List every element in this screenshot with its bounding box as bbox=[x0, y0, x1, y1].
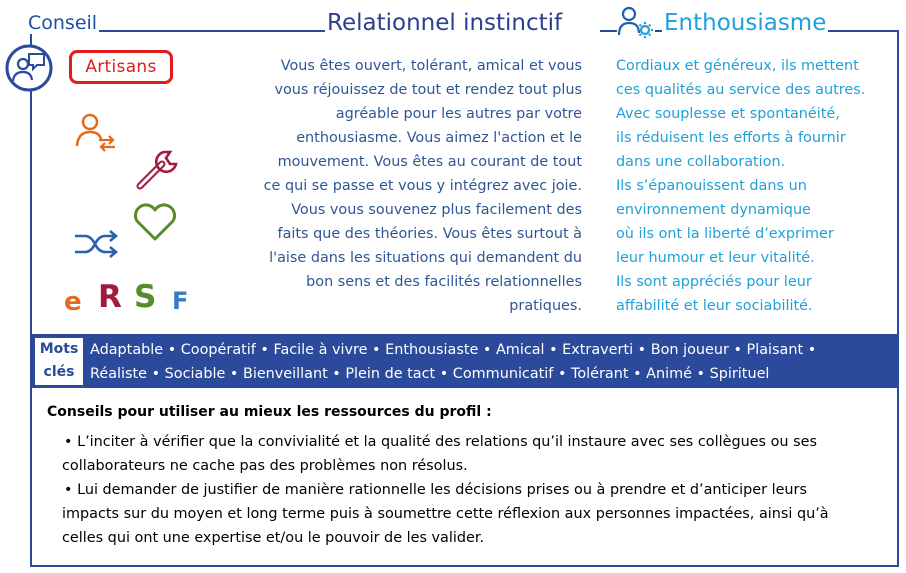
description-line: bon sens et des facilités relationnelles bbox=[306, 274, 582, 290]
advice-title: Conseils pour utiliser au mieux les ressources du profil : bbox=[47, 404, 492, 420]
enthusiasm-line: leur humour et leur vitalité. bbox=[616, 250, 815, 266]
shuffle-icon bbox=[73, 228, 121, 264]
advice-list bbox=[64, 430, 894, 550]
description-line: l'aise dans les situations qui demandent du bbox=[269, 250, 582, 266]
trait-title: Enthousiasme bbox=[664, 10, 827, 36]
advice-line: • L’inciter à vérifier que la convivialité et la qualité des relations qu’il instaure avec ses collègues ou ses bbox=[64, 434, 817, 450]
type-badge: Artisans bbox=[69, 50, 173, 84]
letter-e: e bbox=[64, 287, 82, 317]
people-gear-icon bbox=[617, 5, 655, 39]
description-line: faits que des théories. Vous êtes surtout à bbox=[277, 226, 582, 242]
enthusiasm-line: Ils sont appréciés pour leur bbox=[616, 274, 812, 290]
advisor-chat-icon bbox=[4, 43, 54, 93]
enthusiasm-line: environnement dynamique bbox=[616, 202, 811, 218]
enthusiasm-line: ces qualités au service des autres. bbox=[616, 82, 866, 98]
keywords-line: Adaptable • Coopératif • Facile à vivre • Enthousiaste • Amical • Extraverti • Bon joueur • Plaisant • bbox=[90, 342, 817, 358]
advice-line: celles qui ont une expertise et/ou le pouvoir de les valider. bbox=[62, 530, 485, 546]
description-line: vous réjouissez de tout et rendez tout plus bbox=[274, 82, 582, 98]
profile-title: Relationnel instinctif bbox=[327, 10, 563, 36]
enthusiasm-line: Cordiaux et généreux, ils mettent bbox=[616, 58, 859, 74]
enthusiasm-line: dans une collaboration. bbox=[616, 154, 786, 170]
enthusiasm-line: Ils s’épanouissent dans un bbox=[616, 178, 807, 194]
enthusiasm-line: affabilité et leur sociabilité. bbox=[616, 298, 813, 314]
advice-line: • Lui demander de justifier de manière rationnelle les décisions prises ou à prendre et d’anticiper leurs bbox=[64, 482, 807, 498]
keywords-list bbox=[90, 338, 890, 386]
letter-f: F bbox=[172, 287, 189, 315]
heart-icon bbox=[132, 202, 178, 246]
keywords-label: Mots clés bbox=[35, 338, 83, 385]
description-line: pratiques. bbox=[509, 298, 582, 314]
description-line: Vous êtes ouvert, tolérant, amical et vous bbox=[280, 58, 582, 74]
wrench-icon bbox=[134, 146, 182, 194]
person-exchange-icon bbox=[75, 112, 119, 156]
letter-s: S bbox=[134, 279, 157, 315]
enthusiasm-description bbox=[616, 54, 886, 318]
enthusiasm-line: où ils ont la liberté d’exprimer bbox=[616, 226, 834, 242]
advice-line: impacts sur du moyen et long terme puis à soumettre cette réflexion aux personnes impactées, ainsi qu’à bbox=[62, 506, 829, 522]
keywords-line: Réaliste • Sociable • Bienveillant • Plein de tact • Communicatif • Tolérant • Animé • Spirituel bbox=[90, 366, 770, 382]
enthusiasm-line: ils réduisent les efforts à fournir bbox=[616, 130, 846, 146]
description-line: ce qui se passe et vous y intégrez avec joie. bbox=[263, 178, 582, 194]
advice-line: collaborateurs ne cache pas des problèmes non résolus. bbox=[62, 458, 468, 474]
letter-r: R bbox=[98, 279, 122, 315]
profile-description bbox=[232, 54, 582, 318]
description-line: Vous vous souvenez plus facilement des bbox=[291, 202, 582, 218]
description-line: agréable pour les autres par votre bbox=[335, 106, 582, 122]
enthusiasm-line: Avec souplesse et spontanéité, bbox=[616, 106, 840, 122]
section-title: Conseil bbox=[28, 12, 98, 34]
description-line: enthousiasme. Vous aimez l'action et le bbox=[296, 130, 582, 146]
description-line: mouvement. Vous êtes au courant de tout bbox=[277, 154, 582, 170]
